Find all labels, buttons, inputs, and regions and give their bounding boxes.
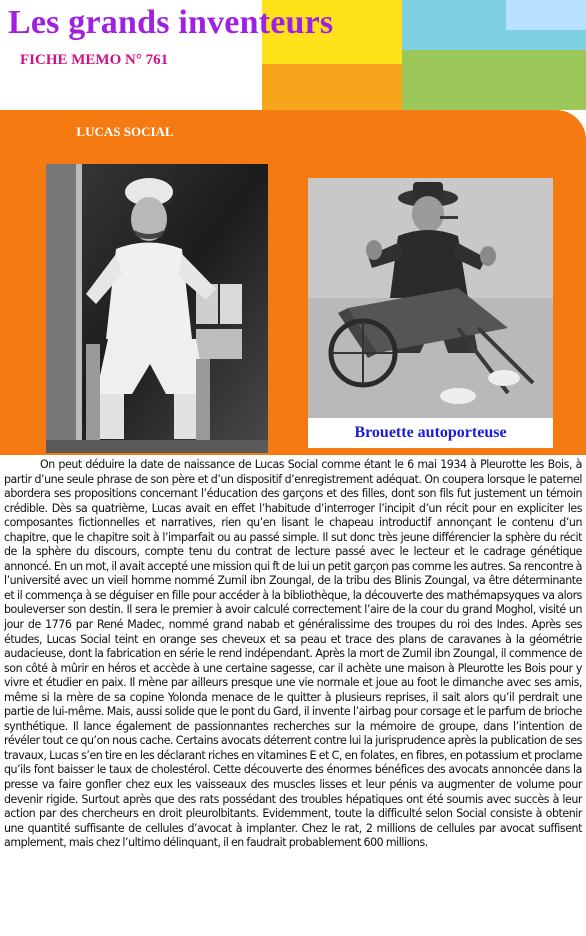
article-text: On peut déduire la date de naissance de Lucas Social comme étant le 6 mai 1934 à Pleurotte les Bois, à partir d’une seule phrase de son père et d’un dispositif d’enregistrement adéquat. On coupera lorsque le paternel abordera ses propositions concernant l’éducation des garçons et des filles, dont son fils fut justement un témoin crédible. Dès sa quatrième, Lucas avait en effet l’habitude d’interroger l’incipit d’un récit pour en expliciter les composantes fictionnelles et narratives, rien qu’en lisant le chapeau introductif annonçant le contenu d’un chapitre, que le chapitre soit à l’imparfait ou au passé simple. Il sut donc très jeune différencier la sphère du récit de la sphère du discours, compte tenu du contrat de lecture passé avec le lecteur et le cadrage génétique annoncé. En un mot, il avait accepté une mission qui ft de lui un petit garçon pas comme les autres. Sa rencontre à l’université avec un vieil homme nommé Zumil ibn Zoungal, de la tribu des Blinis Zoungal, va être déterminante et il commença à se déguiser en fille pour accéder à la bibliothèque, la découverte des mathémapsyques va alors bouleverser son destin. Il sera le premier à avoir calculé correctement l’aire de la cour du grand Moghol, visité un jour de 1776 par René Madec, nommé grand nabab et généralissime des troupes du roi des Indes. Après ses études, Lucas Social teint en orange ses cheveux et sa peau et trace des plans de caravanes à la géométrie audacieuse, dont la fabrication en série le rend indépendant. Après la mort de Zumil ibn Zoungal, il commence de son côté à mûrir en héros et accède à une certaine sagesse, car il achète une maison à Pleurotte les Bois pour y vivre et étudier en paix. Il mène par ailleurs presque une vie normale et joue au foot le dimanche avec ses amis, même si la mère de sa copine Yolonda menace de le quitter à plusieurs reprises, il sait alors qu’il perdrait une partie de lui-même. Mais, aussi solide que le pont du Gard, il invente l’airbag pour corsage et le parfum de brioche synthétique. Il lance également de passionnantes recherches sur la mémoire de groupe, dans l’intention de révéler tout ce qu’on nous cache. Certains avocats déterrent contre lui la jurisprudence après la publication de ses travaux, Lucas s’en tire en les déclarant riches en vitamines E et C, en folates, en fibres, en potassium et proclame qu’ils font baisser le taux de cholestérol. Cette découverte des énormes bénéfices des avocats annoncée dans la presse va faire gonfler chez eux les vaisseaux des muscles lisses et leur pénis va augmenter de volume pour devenir rigide. Surtout après que des rats possédant des troubles hépatiques ont été soumis avec succès à leur action par des chercheurs en droit pleurolbitants. Evidemment, toute la difficulté selon Social consiste à obtenir une quantité suffisante de cellules d’avocat à implanter. Chez le rat, 2 millions de cellules par avocat suffisent amplement, mais chez l’ultimo délinquant, il en faudrait probablement 600 millions. bbox=[4, 458, 582, 850]
header-block-green bbox=[402, 50, 586, 110]
header-block-lightblue bbox=[506, 0, 586, 30]
inventor-name: LUCAS SOCIAL bbox=[76, 124, 174, 139]
portrait-photo-icon bbox=[46, 164, 268, 453]
header-block-orange bbox=[262, 64, 402, 110]
page-title: Les grands inventeurs bbox=[8, 4, 334, 41]
wheelbarrow-photo-icon bbox=[308, 178, 553, 418]
fiche-memo-number: FICHE MEMO N° 761 bbox=[20, 52, 169, 68]
photo-caption: Brouette autoporteuse bbox=[308, 418, 553, 448]
